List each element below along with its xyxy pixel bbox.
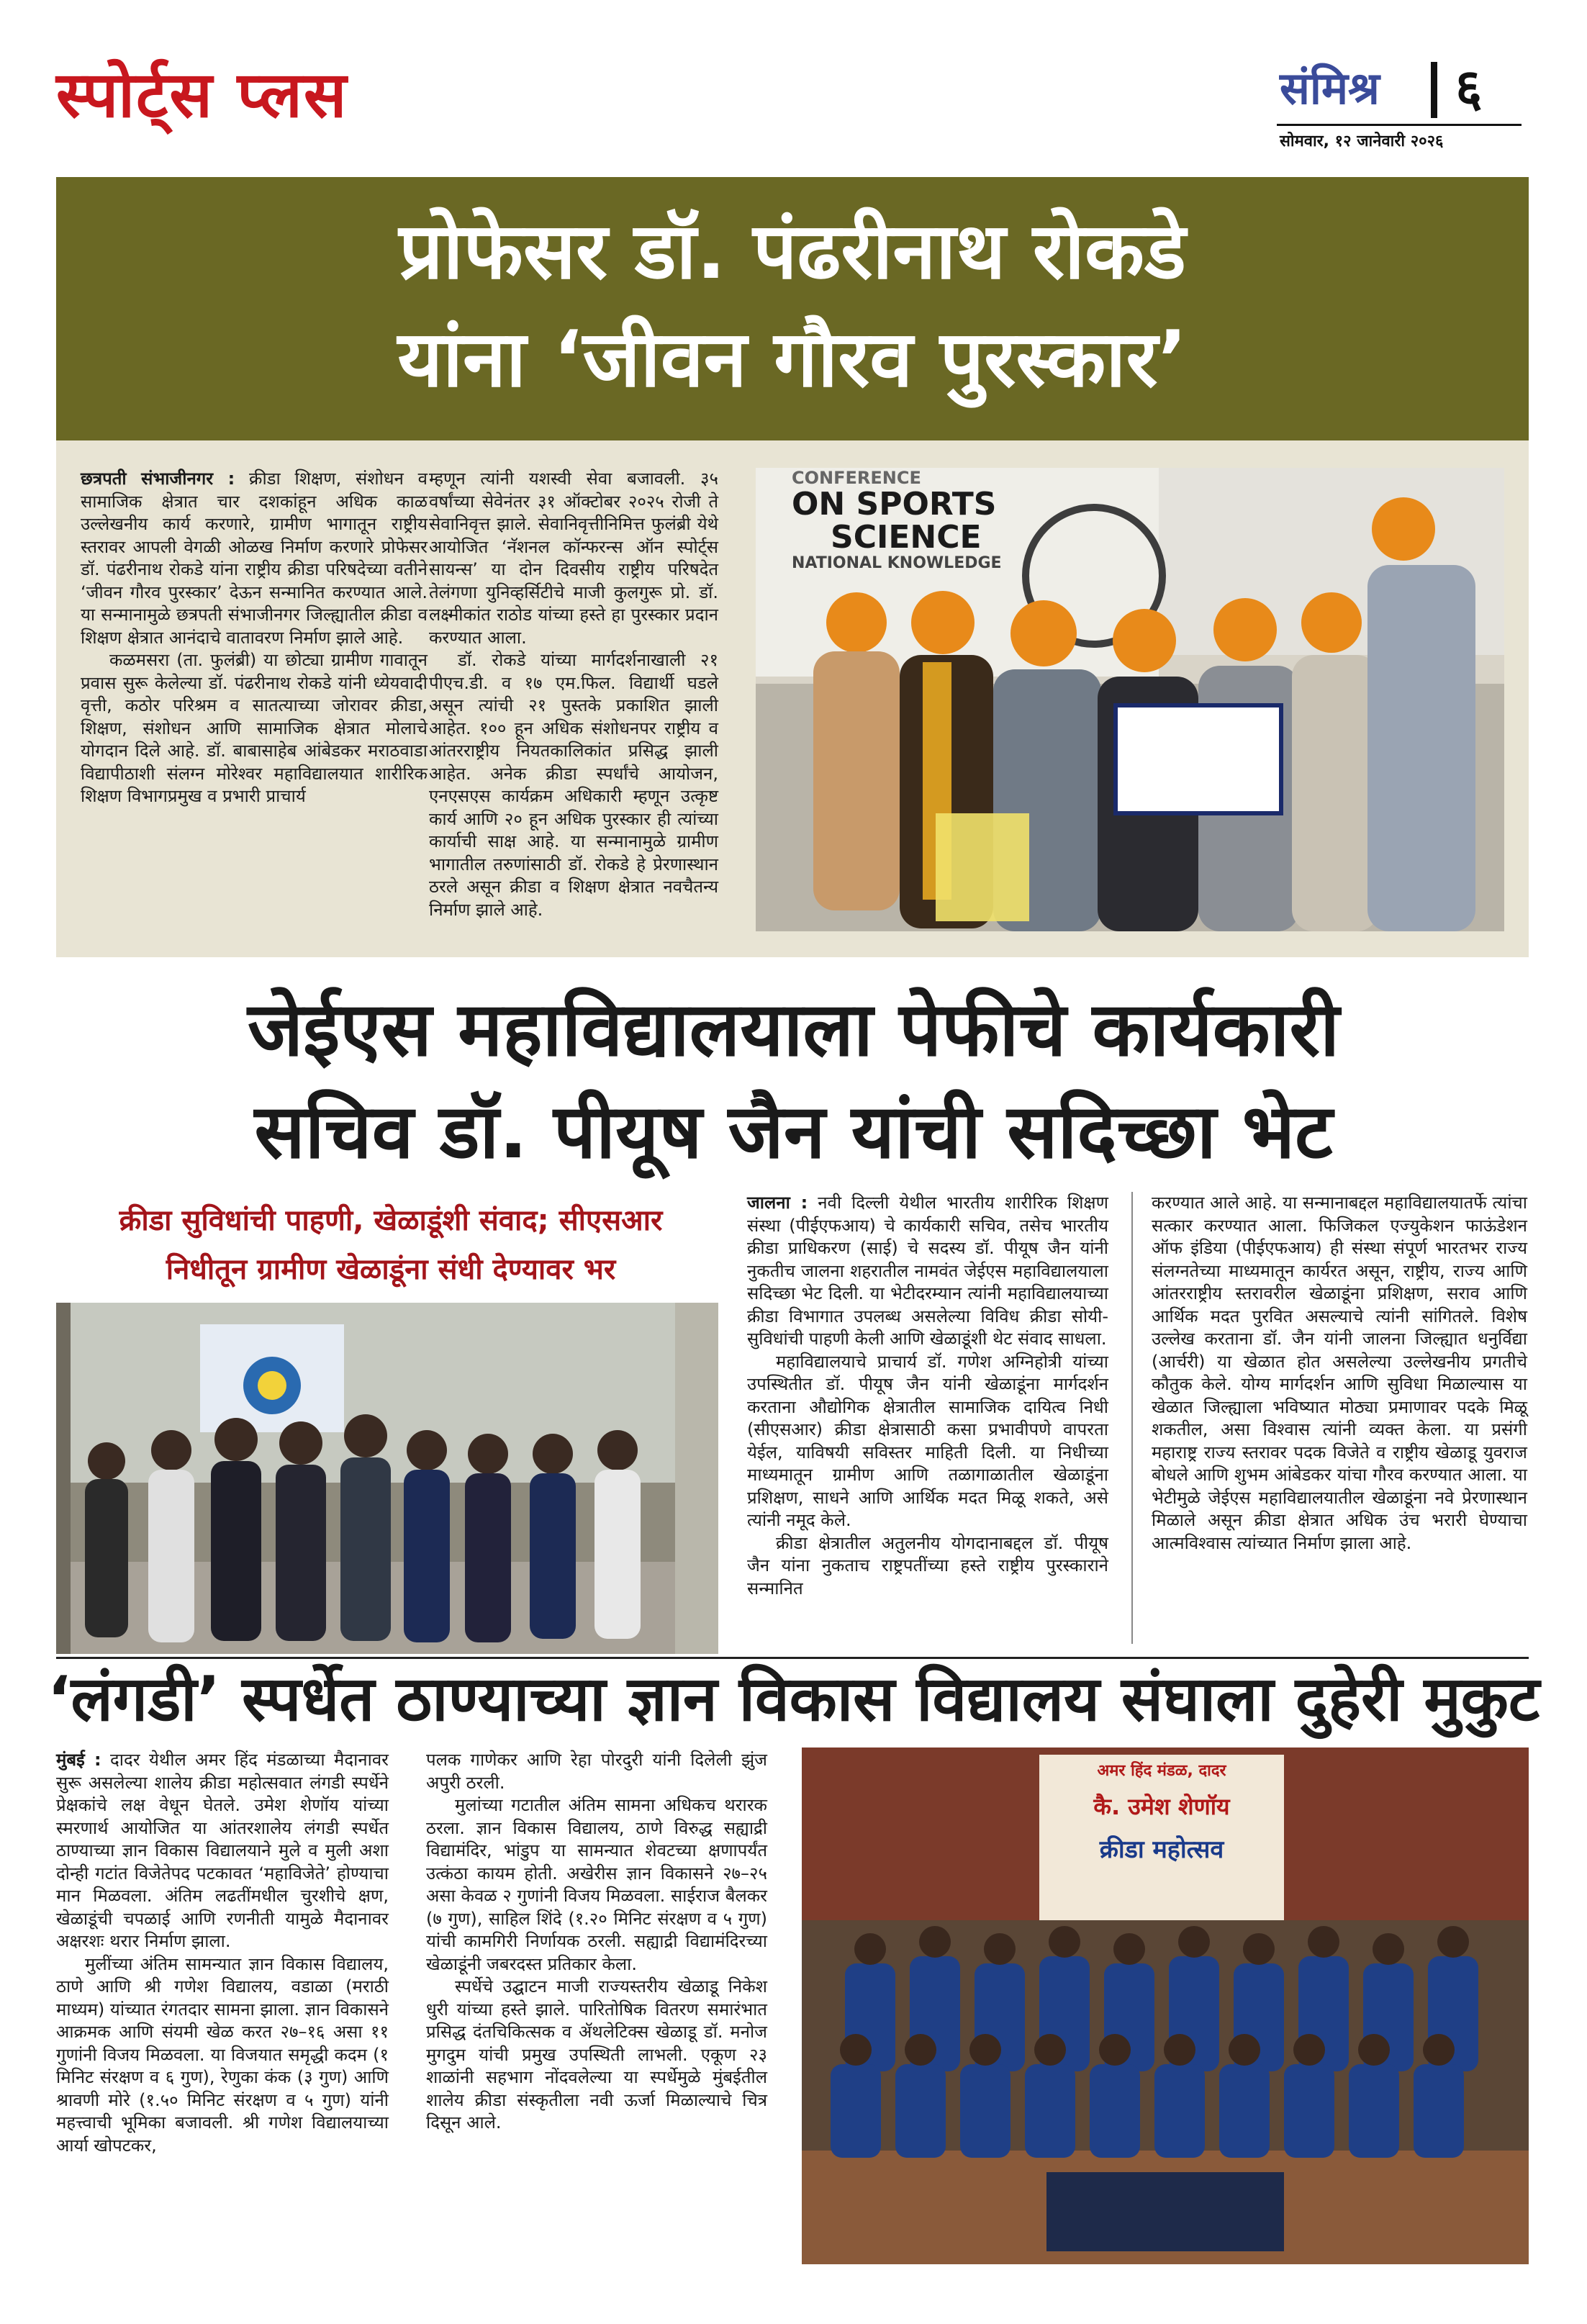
banner-line: अमर हिंद मंडळ, दादर — [1097, 1762, 1226, 1780]
story2-dateline: जालना : — [747, 1193, 808, 1213]
story2-paragraph: क्रीडा क्षेत्रातील अतुलनीय योगदानाबद्दल डॉ. पीयूष जैन यांना नुकताच राष्ट्रपतींच्या हस्ते राष्ट्रीय पुरस्काराने सन्मानित — [747, 1532, 1108, 1599]
story3-paragraph: मुलांच्या गटातील अंतिम सामना अधिकच थरारक ठरला. ज्ञान विकास विद्यालय, ठाणे विरुद्ध सह्याद्री विद्यामंदिर, भांडुप या सामन्यात शेवटच्या क्षणापर्यंत उत्कंठा कायम होती. अखेरीस ज्ञान विकासने २७–२५ असा केवळ २ गुणांनी विजय मिळवला. साईराज बैलकर (७ गुण), साहिल शिंदे (१.२० मिनिट संरक्षण व ५ गुण) यांची कामगिरी निर्णायक ठरली. सह्याद्री विद्यामंदिरच्या खेळाडूंनी जबरदस्त प्रतिकार केला. — [426, 1795, 767, 1974]
story1-paragraph: डॉ. रोकडे यांच्या मार्गदर्शनाखाली २१ पीएच.डी. व १७ एम.फिल. विद्यार्थी घडले असून त्यांची २१ पुस्तके प्रकाशित झाली आहेत. १०० हून अधिक संशोधनपर राष्ट्रीय व आंतरराष्ट्रीय नियतकालिकांत प्रसिद्ध झाली आहेत. अनेक क्रीडा स्पर्धांचे आयोजन, एनएसएस कार्यक्रम अधिकारी म्हणून उत्कृष्ट कार्य आणि २० हून अधिक पुरस्कार ही त्यांच्या कार्याची साक्ष आहे. या सन्मानामुळे ग्रामीण भागातील तरुणांसाठी डॉ. रोकडे हे प्रेरणास्थान ठरले असून क्रीडा व शिक्षण क्षेत्रात नवचैतन्य निर्माण झाले आहे. — [429, 650, 718, 920]
story1-headline-line1: प्रोफेसर डॉ. पंढरीनाथ रोकडे — [399, 207, 1186, 297]
story1-headline-line2: यांना ‘जीवन गौरव पुरस्कार’ — [397, 315, 1188, 404]
story2-column-1 — [747, 1192, 1108, 1600]
story1-dateline: छत्रपती संभाजीनगर : — [81, 469, 235, 489]
story2-paragraph: महाविद्यालयाचे प्राचार्य डॉ. गणेश अग्निहोत्री यांच्या उपस्थितीत डॉ. पीयूष जैन यांनी खेळाडूंना मार्गदर्शन करताना औद्योगिक क्षेत्रातील सामाजिक दायित्व निधी (सीएसआर) क्रीडा क्षेत्रासाठी कसा प्रभावीपणे वापरता येईल, याविषयी सविस्तर माहिती दिली. या निधीच्या माध्यमातून ग्रामीण आणि तळागाळातील खेळाडूंना प्रशिक्षण, साधने आणि आर्थिक मदत मिळू शकते, असे त्यांनी नमूद केले. — [747, 1351, 1108, 1530]
story2-column-2 — [1152, 1192, 1527, 1555]
story2-kicker-line2: निधीतून ग्रामीण खेळाडूंना संधी देण्यावर भर — [166, 1253, 616, 1286]
story1-column-2 — [429, 468, 718, 921]
event-banner — [1039, 1759, 1284, 1865]
story3-paragraph: स्पर्धेचे उद्घाटन माजी राज्यस्तरीय खेळाडू निकेश धुरी यांच्या हस्ते झाले. पारितोषिक वितरण समारंभात प्रसिद्ध दंतचिकित्सक व ॲथलेटिक्स खेळाडू डॉ. मनोज मुगदुम यांची प्रमुख उपस्थिती लाभली. एकूण २३ शाळांनी सहभाग नोंदवलेल्या या स्पर्धेमुळे मुंबईतील शालेय क्रीडा संस्कृतीला नवी ऊर्जा मिळाल्याचे चित्र दिसून आले. — [426, 1976, 767, 2133]
banner-line: CONFERENCE — [792, 468, 921, 488]
story1-column-1 — [81, 468, 428, 808]
banner-line: कै. उमेश शेणॉय — [1093, 1793, 1230, 1820]
column-divider — [1131, 1192, 1133, 1644]
story1-paragraph: कळमसरा (ता. फुलंब्री) या छोट्या ग्रामीण गावातून प्रवास सुरू केलेल्या डॉ. पंढरीनाथ रोकडे यांनी ध्येयवादी वृत्ती, कठोर परिश्रम व सातत्याच्या जोरावर क्रीडा, शिक्षण, संशोधन आणि सामाजिक क्षेत्रात मोलाचे योगदान दिले आहे. डॉ. बाबासाहेब आंबेडकर मराठवाडा विद्यापीठाशी संलग्न मोरेश्वर महाविद्यालयात शारीरिक शिक्षण विभागप्रमुख व प्रभारी प्राचार्य — [81, 650, 428, 806]
masthead-divider — [1431, 62, 1437, 118]
section-divider — [56, 1657, 1529, 1659]
story1-paragraph: म्हणून त्यांनी यशस्वी सेवा बजावली. ३५ वर्षांच्या सेवेनंतर ३१ ऑक्टोबर २०२५ रोजी ते सेवानिवृत्त झाले. सेवानिवृत्तीनिमित्त फुलंब्री येथे आयोजित ‘नॅशनल कॉन्फरन्स ऑन स्पोर्ट्स सायन्स’ या दोन दिवसीय राष्ट्रीय परिषदेत तेलंगणा युनिव्हर्सिटीचे माजी कुलगुरू प्रो. डॉ. लक्ष्मीकांत राठोड यांच्या हस्ते हा पुरस्कार प्रदान करण्यात आला. — [429, 469, 718, 648]
section-name: संमिश्र — [1280, 62, 1380, 114]
conference-banner — [792, 468, 1094, 572]
story3-column-1 — [56, 1749, 389, 2157]
issue-date: सोमवार, १२ जानेवारी २०२६ — [1280, 132, 1444, 150]
banner-line: क्रीडा महोत्सव — [1099, 1835, 1224, 1864]
story3-dateline: मुंबई : — [56, 1750, 101, 1770]
story3-headline: ‘लंगडी’ स्पर्धेत ठाण्याच्या ज्ञान विकास विद्यालय संघाला दुहेरी मुकुट — [47, 1663, 1540, 1735]
story1-photo — [756, 468, 1504, 931]
story1-headline-band — [56, 177, 1529, 440]
banner-line: ON SPORTS — [792, 486, 997, 523]
story2-headline-line1: जेईएस महाविद्यालयाला पेफीचे कार्यकारी — [247, 985, 1340, 1073]
story2-paragraph: करण्यात आले आहे. या सन्मानाबद्दल महाविद्यालयातर्फे त्यांचा सत्कार करण्यात आला. फिजिकल एज्युकेशन फाऊंडेशन ऑफ इंडिया (पीईएफआय) ही संस्था संपूर्ण भारतभर राज्य संलग्नतेच्या माध्यमातून कार्यरत असून, राष्ट्रीय, राज्य आणि आंतरराष्ट्रीय स्तरावरील खेळाडूंना प्रशिक्षण, सराव आणि आर्थिक मदत पुरवित असल्याचे त्यांनी सांगितले. विशेष उल्लेख करताना डॉ. जैन यांनी जालना जिल्ह्यात धनुर्विद्या (आर्चरी) या खेळात होत असलेल्या उल्लेखनीय प्रगतीचे कौतुक केले. योग्य मार्गदर्शन आणि सुविधा मिळाल्यास या खेळात जिल्ह्याला भविष्यात मोठ्या प्रमाणावर पदके मिळू शकतील, असा विश्वास त्यांनी व्यक्त केला. या प्रसंगी महाराष्ट्र राज्य स्तरावर पदक विजेते व राष्ट्रीय खेळाडू युवराज बोधले आणि शुभम आंबेडकर यांचा गौरव करण्यात आला. या भेटीमुळे जेईएस महाविद्यालयातील खेळाडूंना नवे प्रेरणास्थान मिळाले असून क्रीडा क्षेत्रात अधिक उंच भरारी घेण्याचा आत्मविश्वास त्यांच्यात निर्माण झाला आहे. — [1152, 1193, 1527, 1553]
banner-line: NATIONAL KNOWLEDGE — [792, 554, 1002, 573]
masthead-title: स्पोर्ट्स प्लस — [56, 58, 348, 132]
page-number: ६ — [1455, 58, 1483, 118]
story3-paragraph: दादर येथील अमर हिंद मंडळाच्या मैदानावर सुरू असलेल्या शालेय क्रीडा महोत्सवात लंगडी स्पर्धेने प्रेक्षकांचे लक्ष वेधून घेतले. उमेश शेणॉय यांच्या स्मरणार्थ आयोजित या आंतरशालेय लंगडी स्पर्धेत ठाण्याच्या ज्ञान विकास विद्यालयाने मुले व मुली अशा दोन्ही गटांत विजेतेपद पटकावत ‘महाविजेते’ होण्याचा मान मिळवला. अंतिम लढतींमधील चुरशीचे क्षण, खेळाडूंची चपळाई आणि रणनीती यामुळे मैदानावर अक्षरशः थरार निर्माण झाला. — [56, 1750, 389, 1951]
story3-paragraph: पलक गाणेकर आणि रेहा पोरदुरी यांनी दिलेली झुंज अपुरी ठरली. — [426, 1750, 767, 1793]
story2-headline-line2: सचिव डॉ. पीयूष जैन यांची सदिच्छा भेट — [254, 1088, 1333, 1175]
story2-paragraph: नवी दिल्ली येथील भारतीय शारीरिक शिक्षण संस्था (पीईएफआय) चे कार्यकारी सचिव, तसेच भारतीय क्रीडा प्राधिकरण (साई) चे सदस्य डॉ. पीयूष जैन यांनी नुकतीच जालना शहरातील नामवंत जेईएस महाविद्यालयाला सदिच्छा भेट दिली. या भेटीदरम्यान त्यांनी महाविद्यालयाच्या क्रीडा विभागात उपलब्ध असलेल्या विविध क्रीडा सोयी-सुविधांची पाहणी केली आणि खेळाडूंशी थेट संवाद साधला. — [747, 1193, 1108, 1349]
masthead-rule — [1277, 124, 1522, 126]
story2-kicker-line1: क्रीडा सुविधांची पाहणी, खेळाडूंशी संवाद; सीएसआर — [119, 1204, 663, 1237]
banner-line: SCIENCE — [831, 519, 982, 556]
story3-column-2 — [426, 1749, 767, 2135]
story2-photo — [56, 1303, 718, 1654]
archery-team-photo — [56, 1303, 718, 1654]
story1-paragraph: क्रीडा शिक्षण, संशोधन व सामाजिक क्षेत्रात चार दशकांहून अधिक काळ उल्लेखनीय कार्य करणारे, ग्रामीण भागातून राष्ट्रीय स्तरावर आपली वेगळी ओळख निर्माण करणारे प्रोफेसर डॉ. पंढरीनाथ रोकडे यांना राष्ट्रीय क्रीडा परिषदेच्या वतीने ‘जीवन गौरव पुरस्कार’ देऊन सन्मानित करण्यात आले. या सन्मानामुळे छत्रपती संभाजीनगर जिल्ह्यातील क्रीडा व शिक्षण क्षेत्रात आनंदाचे वातावरण निर्माण झाले आहे. — [81, 469, 428, 648]
story3-paragraph: मुलींच्या अंतिम सामन्यात ज्ञान विकास विद्यालय, ठाणे आणि श्री गणेश विद्यालय, वडाळा (मराठी माध्यम) यांच्यात रंगतदार सामना झाला. ज्ञान विकासने आक्रमक आणि संयमी खेळ करत २७–१६ असा ११ गुणांनी विजय मिळवला. या विजयात समृद्धी कदम (१ मिनिट संरक्षण व ६ गुण), रेणुका कंक (३ गुण) आणि श्रावणी मोरे (१.५० मिनिट संरक्षण व ५ गुण) यांनी महत्त्वाची भूमिका बजावली. श्री गणेश विद्यालयाच्या आर्या खोपटकर, — [56, 1953, 389, 2156]
story3-photo — [802, 1747, 1529, 2264]
